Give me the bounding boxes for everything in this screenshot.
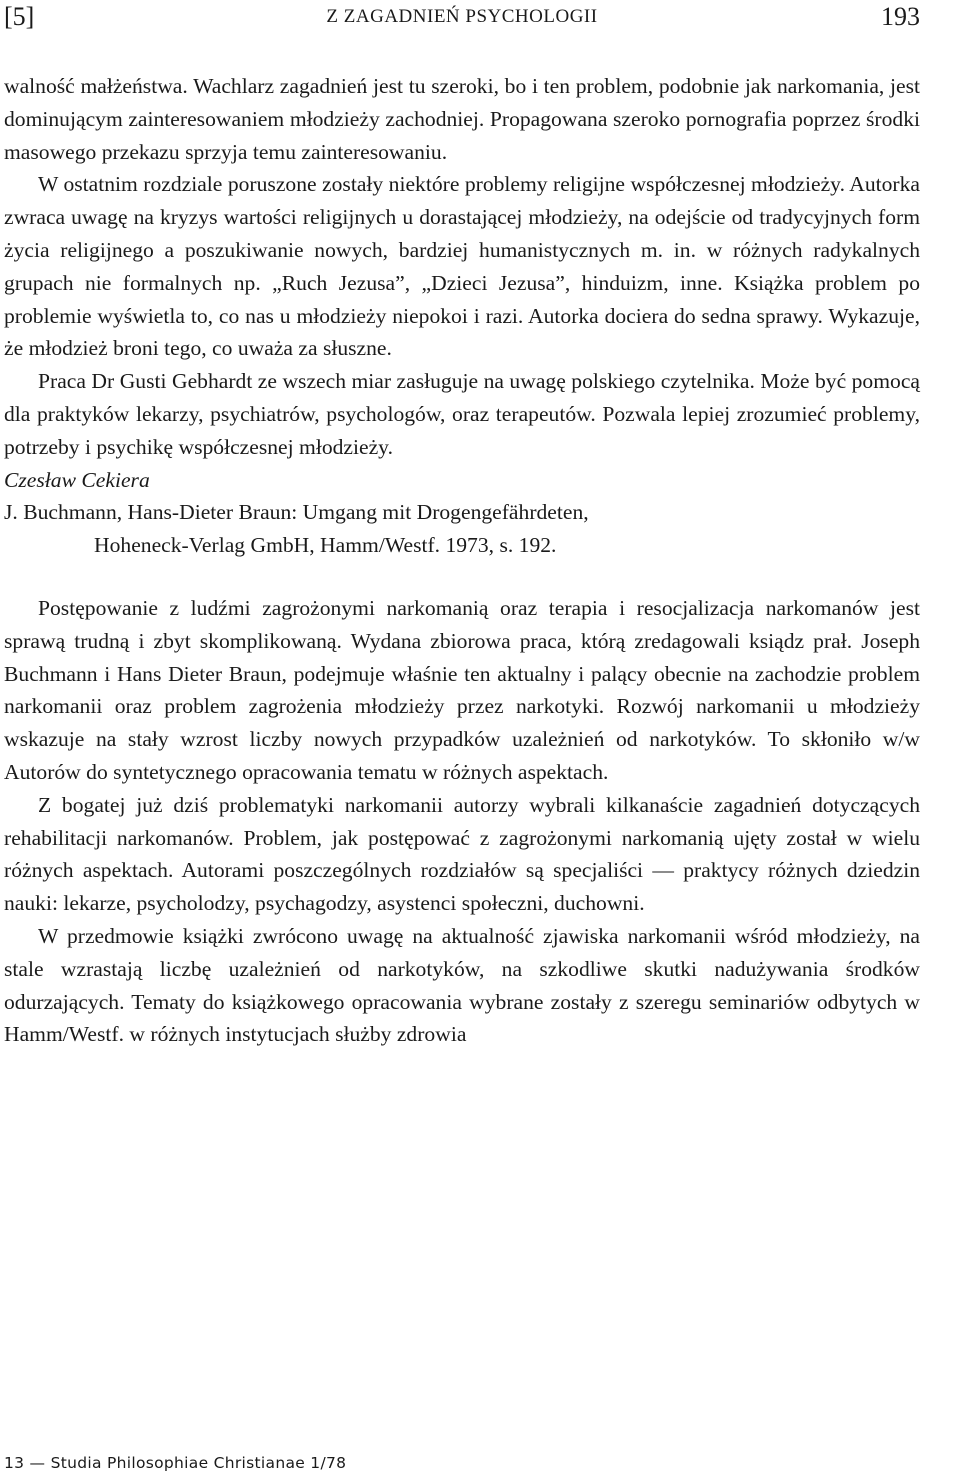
review-gebhardt bbox=[4, 70, 920, 496]
paragraph: W ostatnim rozdziale poruszone zostały niektóre problemy religijne współczesnej młodzieży. Autorka zwraca uwagę na kryzys wartości religijnych u dorastającej młodzieży, na odejście od tradycyjnych form życia religijnego a poszukiwanie nowych, bardziej humanistycznych m. in. w różnych radykalnych grupach nie formalnych np. „Ruch Jezusa”, „Dzieci Jezusa”, hinduizm, inne. Książka problem po problemie wyświetla to, co nas u młodzieży niepokoi i razi. Autorka dociera do sedna sprawy. Wykazuje, że młodzież broni tego, co uważa za słuszne. bbox=[4, 172, 920, 361]
paragraph: W przedmowie książki zwrócono uwagę na aktualność zjawiska narkomanii wśród młodzieży, na stale wzrastają liczbę uzależnień od narkotyków, na szkodliwe skutki nadużywania środków odurzających. Tematy do książkowego opracowania wybrane zostały z szeregu seminariów odbytych w Hamm/Westf. w różnych instytucjach służby zdrowia bbox=[4, 923, 920, 1047]
page-footer-signature: 13 — Studia Philosophiae Christianae 1/78 bbox=[4, 1454, 347, 1472]
page-number: 193 bbox=[881, 2, 920, 31]
book-page bbox=[4, 0, 920, 1480]
paragraph: Z bogatej już dziś problematyki narkomanii autorzy wybrali kilkanaście zagadnień dotyczących rehabilitacji narkomanów. Problem, jak postępować z zagrożonymi narkomanią ujęty został w wielu różnych aspektach. Autorami poszczególnych rozdziałów są specjaliści — praktycy różnych dziedzin nauki: lekarze, psycholodzy, psychagodzy, asystenci społeczni, duchowni. bbox=[4, 792, 920, 916]
biblio-publisher: Hoheneck-Verlag GmbH, Hamm/Westf. 1973, s. 192. bbox=[94, 533, 557, 558]
running-head bbox=[4, 2, 920, 38]
review-buchmann-braun bbox=[4, 496, 920, 1051]
reviewer-signature: Czesław Cekiera bbox=[4, 467, 150, 492]
section-number: [5] bbox=[4, 2, 35, 31]
paragraph: Postępowanie z ludźmi zagrożonymi narkomanią oraz terapia i resocjalizacja narkomanów jest sprawą trudną i zbyt skomplikowaną. Wydana zbiorowa praca, którą zredagowali ksiądz prał. Joseph Buchmann i Hans Dieter Braun, podejmuje właśnie ten aktualny i palący obecnie na zachodzie problem narkomanii oraz problem zagrożenia młodzieży przez narkotyki. Rozwój narkomanii u młodzieży wskazuje na stały wzrost liczby nowych przypadków uzależnień od narkotyków. To skłoniło w/w Autorów do syntetycznego opracowania tematu w różnych aspektach. bbox=[4, 595, 920, 784]
bibliographic-heading bbox=[4, 496, 920, 562]
section-title: Z ZAGADNIEŃ PSYCHOLOGII bbox=[326, 6, 598, 27]
paragraph: Praca Dr Gusti Gebhardt ze wszech miar zasługuje na uwagę polskiego czytelnika. Może być pomocą dla praktyków lekarzy, psychiatrów, psychologów, oraz terapeutów. Pozwala lepiej zrozumieć problemy, potrzeby i psychikę współczesnej młodzieży. bbox=[4, 369, 920, 459]
biblio-authors-title: J. Buchmann, Hans-Dieter Braun: Umgang mit Drogengefährdeten, bbox=[4, 500, 589, 525]
page-body bbox=[4, 70, 920, 1051]
paragraph: walność małżeństwa. Wachlarz zagadnień jest tu szeroki, bo i ten problem, podobnie jak narkomania, jest dominującym zainteresowaniem młodzieży zachodniej. Propagowana szeroko pornografia poprzez środki masowego przekazu sprzyja temu zainteresowaniu. bbox=[4, 74, 920, 164]
